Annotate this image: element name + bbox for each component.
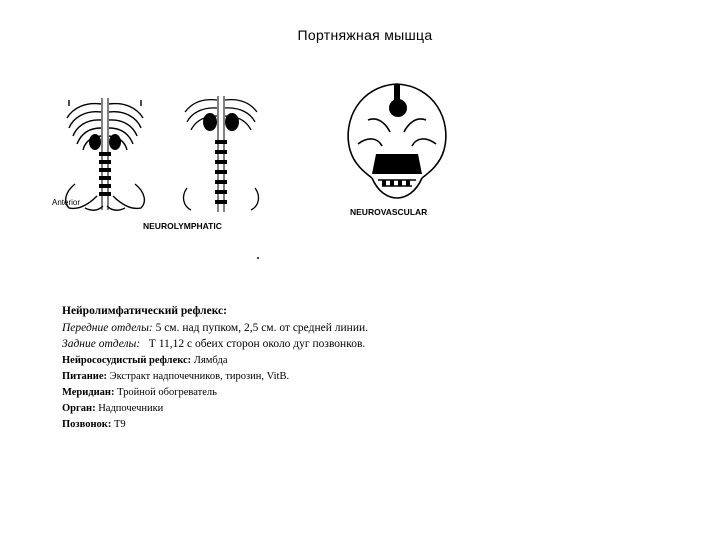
page-title: Портняжная мышца xyxy=(297,27,433,43)
posterior-key: Задние отделы: xyxy=(62,338,141,350)
anterior-label: Anterior xyxy=(52,198,81,207)
meridian-value: Тройной обогреватель xyxy=(117,386,217,398)
posterior-value: Т 11,12 с обеих сторон около дуг позвонков. xyxy=(148,338,366,350)
anterior-line xyxy=(62,320,622,337)
neurolymphatic-heading xyxy=(62,303,622,320)
anterior-key: Передние отделы: xyxy=(62,321,153,334)
organ-line xyxy=(62,401,622,417)
posterior-line xyxy=(62,336,622,353)
neurovascular-key: Нейрососудистый рефлекс: xyxy=(62,354,192,366)
meridian-line xyxy=(62,385,622,401)
vertebra-key: Позвонок: xyxy=(62,418,112,430)
neurovascular-value: Лямбда xyxy=(193,354,228,366)
neurolymphatic-figure xyxy=(55,92,295,220)
meridian-key: Меридиан: xyxy=(62,386,115,398)
reflex-text-block xyxy=(62,303,622,433)
vertebra-line xyxy=(62,417,622,433)
organ-value: Надпочечники xyxy=(98,402,164,414)
nutrition-value: Экстракт надпочечников, тирозин, VitB. xyxy=(109,370,290,382)
neurovascular-figure xyxy=(338,80,456,202)
nutrition-line xyxy=(62,369,622,385)
neurolymphatic-heading-text: Нейролимфатический рефлекс: xyxy=(62,305,227,317)
neurolymphatic-label: NEUROLYMPHATIC xyxy=(143,221,222,231)
neurovascular-label: NEUROVASCULAR xyxy=(350,207,428,217)
neurovascular-line xyxy=(62,353,622,369)
nutrition-key: Питание: xyxy=(62,370,108,382)
anterior-value: 5 см. над пупком, 2,5 см. от средней линии. xyxy=(155,321,368,334)
organ-key: Орган: xyxy=(62,402,96,414)
stray-dot xyxy=(257,257,259,259)
vertebra-value: Т9 xyxy=(113,418,126,430)
